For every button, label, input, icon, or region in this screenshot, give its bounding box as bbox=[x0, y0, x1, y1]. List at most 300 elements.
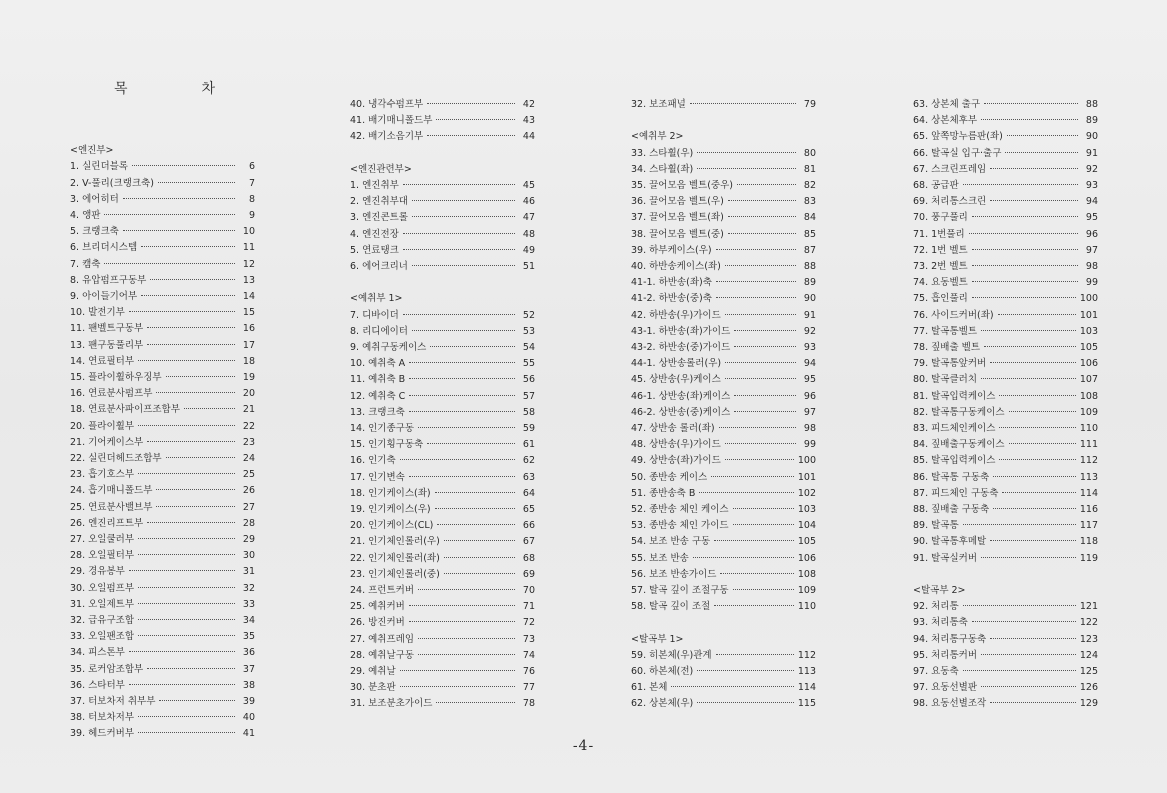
dot-leader bbox=[156, 391, 235, 393]
toc-entry bbox=[913, 487, 1098, 501]
toc-entry bbox=[350, 584, 535, 598]
toc-entry bbox=[350, 341, 535, 355]
toc-entry-label: 19. 인기케이스(우) bbox=[350, 504, 431, 515]
toc-entry-page: 96 bbox=[1085, 228, 1098, 240]
dot-leader bbox=[714, 539, 794, 541]
toc-entry-label: 37. 끌어모음 벨트(좌) bbox=[631, 212, 724, 224]
toc-entry bbox=[913, 195, 1098, 209]
toc-entry-page: 45 bbox=[522, 180, 535, 191]
dot-leader bbox=[999, 458, 1075, 460]
toc-entry bbox=[70, 582, 255, 596]
toc-entry-label: 24. 프런트커버 bbox=[350, 585, 415, 596]
toc-entry-label: 46-1. 상반송(좌)케이스 bbox=[631, 390, 731, 402]
toc-entry-page: 8 bbox=[248, 193, 255, 205]
dot-leader bbox=[138, 424, 235, 426]
toc-entry bbox=[70, 290, 255, 304]
page-title bbox=[114, 78, 215, 98]
toc-entry-page: 33 bbox=[242, 598, 255, 610]
toc-entry-page: 83 bbox=[803, 196, 816, 208]
toc-entry bbox=[631, 568, 816, 582]
toc-entry-label: 29. 경유봉부 bbox=[70, 566, 125, 578]
dot-leader bbox=[969, 232, 1078, 234]
toc-entry bbox=[631, 422, 816, 436]
toc-entry-page: 105 bbox=[797, 536, 816, 548]
dot-leader bbox=[999, 394, 1075, 396]
toc-entry-page: 29 bbox=[242, 534, 255, 545]
toc-entry-label: 18. 인기케이스(좌) bbox=[350, 487, 431, 499]
toc-entry-page: 129 bbox=[1079, 698, 1098, 710]
toc-entry bbox=[631, 195, 816, 209]
toc-entry-page: 63 bbox=[522, 471, 535, 483]
toc-entry bbox=[913, 649, 1098, 663]
toc-entry bbox=[631, 665, 816, 679]
toc-entry-label: 2. 엔진취부대 bbox=[350, 196, 408, 208]
toc-entry-label: 36. 끌어모음 벨트(우) bbox=[631, 196, 724, 208]
toc-entry bbox=[350, 406, 535, 420]
toc-entry-label: 74. 요동벨트 bbox=[913, 277, 968, 289]
toc-entry-label: 63. 상본체 출구 bbox=[913, 99, 981, 110]
toc-entry-label: 76. 사이드커버(좌) bbox=[913, 309, 994, 321]
toc-entry-page: 74 bbox=[522, 649, 535, 661]
toc-entry-label: 93. 처리통축 bbox=[913, 617, 968, 629]
dot-leader bbox=[138, 586, 235, 588]
toc-entry-label: 41-1. 하반송(좌)축 bbox=[631, 277, 712, 289]
toc-entry bbox=[70, 322, 255, 336]
toc-entry bbox=[70, 452, 255, 466]
toc-entry bbox=[913, 276, 1098, 290]
dot-leader bbox=[725, 361, 796, 363]
toc-entry-page: 17 bbox=[242, 339, 255, 351]
toc-entry-page: 42 bbox=[522, 99, 535, 110]
toc-entry bbox=[350, 98, 535, 112]
toc-entry-label: 97. 요동선별판 bbox=[913, 682, 978, 694]
toc-entry-label: 66. 탈곡실 입구·출구 bbox=[913, 147, 1002, 159]
toc-entry-label: 27. 예취프레임 bbox=[350, 633, 415, 645]
toc-entry bbox=[70, 533, 255, 547]
toc-entry-label: 25. 연료분사밸브부 bbox=[70, 501, 153, 513]
toc-entry-page: 49 bbox=[522, 244, 535, 256]
toc-entry-label: 14. 인기종구동 bbox=[350, 423, 415, 434]
toc-entry-page: 108 bbox=[797, 568, 816, 580]
toc-entry bbox=[913, 503, 1098, 517]
toc-entry-label: 48. 상반송(우)가이드 bbox=[631, 439, 721, 451]
toc-entry bbox=[631, 309, 816, 323]
dot-leader bbox=[693, 556, 794, 558]
toc-entry-page: 113 bbox=[797, 666, 816, 677]
toc-entry bbox=[631, 341, 816, 355]
toc-entry-page: 103 bbox=[797, 504, 816, 515]
toc-entry-label: 43-2. 하반송(중)가이드 bbox=[631, 342, 731, 353]
toc-entry bbox=[631, 211, 816, 225]
dot-leader bbox=[984, 345, 1076, 347]
dot-leader bbox=[697, 669, 794, 671]
toc-entry-page: 124 bbox=[1079, 649, 1098, 661]
dot-leader bbox=[436, 118, 515, 120]
dot-leader bbox=[412, 199, 515, 201]
dot-leader bbox=[141, 294, 235, 296]
dot-leader bbox=[981, 685, 1076, 687]
toc-entry-page: 67 bbox=[522, 536, 535, 548]
toc-entry bbox=[631, 697, 816, 711]
toc-entry-label: 55. 보조 반송 bbox=[631, 552, 689, 564]
toc-entry bbox=[913, 616, 1098, 630]
toc-entry-page: 93 bbox=[1085, 180, 1098, 191]
toc-entry bbox=[70, 193, 255, 207]
toc-entry-label: 40. 냉각수펌프부 bbox=[350, 99, 424, 110]
toc-entry-page: 28 bbox=[242, 517, 255, 529]
toc-entry bbox=[70, 484, 255, 498]
toc-entry-page: 106 bbox=[1079, 358, 1098, 370]
dot-leader bbox=[699, 491, 793, 493]
toc-entry bbox=[913, 390, 1098, 404]
toc-entry-page: 62 bbox=[522, 455, 535, 467]
toc-entry-label: 79. 탈곡통앞커버 bbox=[913, 358, 987, 370]
toc-entry-page: 71 bbox=[522, 601, 535, 613]
toc-entry bbox=[913, 454, 1098, 468]
toc-entry-page: 101 bbox=[797, 471, 816, 483]
toc-entry-label: 16. 인기축 bbox=[350, 455, 396, 467]
dot-leader bbox=[147, 667, 235, 669]
toc-entry bbox=[350, 649, 535, 663]
toc-entry bbox=[631, 600, 816, 614]
toc-entry-label: 34. 피스톤부 bbox=[70, 647, 125, 659]
toc-entry-page: 100 bbox=[1079, 293, 1098, 305]
toc-entry-page: 111 bbox=[1079, 439, 1098, 451]
toc-entry-page: 95 bbox=[803, 374, 816, 386]
toc-entry bbox=[350, 503, 535, 517]
dot-leader bbox=[963, 604, 1076, 606]
dot-leader bbox=[733, 507, 794, 509]
toc-entry bbox=[350, 325, 535, 339]
toc-entry-label: 39. 헤드커버부 bbox=[70, 728, 135, 740]
toc-entry bbox=[350, 454, 535, 468]
dot-leader bbox=[697, 701, 794, 703]
dot-leader bbox=[430, 345, 515, 347]
toc-entry bbox=[70, 565, 255, 579]
toc-entry bbox=[350, 114, 535, 128]
dot-leader bbox=[147, 343, 235, 345]
toc-entry-page: 99 bbox=[1085, 277, 1098, 289]
toc-entry-label: 81. 탈곡입력케이스 bbox=[913, 390, 996, 402]
toc-entry-page: 73 bbox=[522, 633, 535, 645]
toc-entry bbox=[350, 390, 535, 404]
toc-entry bbox=[70, 614, 255, 628]
toc-entry bbox=[70, 420, 255, 434]
toc-entry-page: 90 bbox=[803, 293, 816, 305]
toc-entry bbox=[70, 160, 255, 174]
dot-leader bbox=[129, 650, 235, 652]
dot-leader bbox=[129, 310, 235, 312]
toc-entry-page: 65 bbox=[522, 504, 535, 515]
toc-entry-page: 84 bbox=[803, 212, 816, 224]
dot-leader bbox=[993, 507, 1076, 509]
toc-entry bbox=[631, 292, 816, 306]
dot-leader bbox=[418, 637, 515, 639]
toc-entry-label: 34. 스타휠(좌) bbox=[631, 163, 694, 175]
toc-entry bbox=[631, 373, 816, 387]
toc-entry-page: 6 bbox=[248, 161, 255, 173]
dot-leader bbox=[711, 475, 794, 477]
toc-entry-page: 107 bbox=[1079, 374, 1098, 386]
dot-leader bbox=[697, 167, 796, 169]
toc-entry-page: 99 bbox=[803, 439, 816, 451]
toc-entry-label: 6. 브리더시스템 bbox=[70, 242, 138, 254]
toc-entry bbox=[70, 695, 255, 709]
toc-entry bbox=[70, 549, 255, 563]
dot-leader bbox=[409, 475, 515, 477]
toc-entry-page: 113 bbox=[1079, 471, 1098, 483]
toc-entry bbox=[631, 163, 816, 177]
toc-entry bbox=[350, 244, 535, 258]
toc-entry bbox=[350, 568, 535, 582]
toc-entry-page: 119 bbox=[1079, 552, 1098, 564]
toc-entry-label: 4. 엔진전장 bbox=[350, 228, 399, 240]
toc-entry-label: 62. 상본체(우) bbox=[631, 698, 694, 710]
toc-entry-page: 48 bbox=[522, 228, 535, 240]
toc-entry-label: 91. 탈곡실커버 bbox=[913, 552, 978, 564]
toc-entry-label: 12. 예취축 C bbox=[350, 390, 406, 402]
toc-entry bbox=[631, 519, 816, 533]
dot-leader bbox=[138, 618, 235, 620]
toc-entry bbox=[913, 552, 1098, 566]
dot-leader bbox=[981, 556, 1076, 558]
toc-entry-label: 61. 본체 bbox=[631, 682, 668, 694]
section-heading: <탈곡부 1> bbox=[631, 633, 684, 645]
dot-leader bbox=[427, 134, 515, 136]
toc-entry-label: 58. 탈곡 깊이 조절 bbox=[631, 601, 711, 613]
toc-entry bbox=[70, 468, 255, 482]
toc-entry bbox=[913, 519, 1098, 533]
toc-entry-page: 51 bbox=[522, 261, 535, 272]
toc-entry bbox=[631, 406, 816, 420]
toc-entry-page: 98 bbox=[1085, 261, 1098, 272]
dot-leader bbox=[972, 280, 1078, 282]
toc-entry bbox=[631, 276, 816, 290]
toc-entry-label: 88. 짚배출 구동축 bbox=[913, 504, 990, 515]
dot-leader bbox=[972, 264, 1078, 266]
dot-leader bbox=[409, 361, 515, 363]
toc-entry-label: 32. 급유구조합 bbox=[70, 615, 135, 626]
toc-entry-label: 30. 오일펌프부 bbox=[70, 582, 135, 594]
dot-leader bbox=[981, 377, 1076, 379]
dot-leader bbox=[972, 620, 1076, 622]
toc-entry-page: 94 bbox=[803, 358, 816, 370]
toc-entry-page: 43 bbox=[522, 115, 535, 127]
dot-leader bbox=[993, 475, 1076, 477]
toc-entry-page: 23 bbox=[242, 436, 255, 448]
dot-leader bbox=[716, 280, 796, 282]
toc-entry-page: 27 bbox=[242, 501, 255, 513]
toc-entry-page: 69 bbox=[522, 568, 535, 580]
toc-entry-label: 36. 스타터부 bbox=[70, 679, 125, 691]
toc-entry bbox=[913, 406, 1098, 420]
toc-entry-page: 34 bbox=[242, 615, 255, 626]
toc-entry bbox=[913, 681, 1098, 695]
toc-entry-label: 45. 상반송(우)케이스 bbox=[631, 374, 721, 386]
toc-entry bbox=[631, 552, 816, 566]
toc-entry-page: 16 bbox=[242, 323, 255, 335]
toc-entry bbox=[70, 209, 255, 223]
toc-entry-label: 50. 종반송 케이스 bbox=[631, 471, 708, 483]
toc-entry-label: 5. 연료탱크 bbox=[350, 244, 399, 256]
toc-entry-page: 46 bbox=[522, 196, 535, 208]
dot-leader bbox=[138, 602, 235, 604]
toc-entry-page: 118 bbox=[1079, 536, 1098, 548]
dot-leader bbox=[138, 731, 235, 733]
toc-entry-page: 20 bbox=[242, 388, 255, 400]
toc-entry bbox=[913, 471, 1098, 485]
toc-entry-label: 5. 크랭크축 bbox=[70, 226, 119, 238]
dot-leader bbox=[725, 313, 796, 315]
toc-entry-page: 58 bbox=[522, 406, 535, 418]
toc-entry-label: 4. 앵판 bbox=[70, 210, 101, 221]
dot-leader bbox=[671, 685, 793, 687]
toc-entry bbox=[70, 403, 255, 417]
toc-entry-page: 125 bbox=[1079, 666, 1098, 677]
dot-leader bbox=[716, 296, 796, 298]
toc-entry-label: 10. 예취축 A bbox=[350, 358, 406, 370]
toc-entry bbox=[350, 487, 535, 501]
toc-entry bbox=[913, 244, 1098, 258]
toc-entry bbox=[70, 501, 255, 515]
dot-leader bbox=[138, 472, 235, 474]
dot-leader bbox=[427, 442, 515, 444]
page-number: -4- bbox=[572, 738, 595, 754]
dot-leader bbox=[138, 715, 235, 717]
dot-leader bbox=[409, 394, 515, 396]
toc-entry-label: 27. 오일쿨러부 bbox=[70, 534, 135, 545]
toc-entry-page: 24 bbox=[242, 453, 255, 464]
dot-leader bbox=[412, 329, 515, 331]
toc-entry-page: 114 bbox=[1079, 487, 1098, 499]
toc-entry-label: 28. 오일필터부 bbox=[70, 550, 135, 562]
dot-leader bbox=[138, 634, 235, 636]
toc-entry bbox=[350, 616, 535, 630]
toc-entry-page: 94 bbox=[1085, 196, 1098, 208]
toc-entry bbox=[913, 163, 1098, 177]
toc-entry bbox=[350, 211, 535, 225]
dot-leader bbox=[403, 183, 515, 185]
toc-entry-label: 8. 유압펌프구동부 bbox=[70, 274, 147, 286]
toc-entry-label: 3. 에어히터 bbox=[70, 193, 119, 205]
dot-leader bbox=[972, 296, 1076, 298]
toc-entry-page: 112 bbox=[1079, 455, 1098, 467]
title-char-2: 차 bbox=[201, 81, 216, 97]
dot-leader bbox=[999, 426, 1075, 428]
dot-leader bbox=[963, 183, 1078, 185]
toc-entry bbox=[70, 274, 255, 288]
dot-leader bbox=[129, 683, 235, 685]
toc-entry bbox=[70, 306, 255, 320]
dot-leader bbox=[409, 620, 515, 622]
dot-leader bbox=[138, 359, 235, 361]
dot-leader bbox=[129, 569, 235, 571]
toc-entry bbox=[350, 600, 535, 614]
toc-entry bbox=[913, 665, 1098, 679]
toc-entry-label: 26. 엔진리프트부 bbox=[70, 517, 144, 529]
toc-entry bbox=[631, 584, 816, 598]
toc-entry bbox=[70, 387, 255, 401]
toc-entry bbox=[631, 454, 816, 468]
toc-entry-page: 15 bbox=[242, 307, 255, 319]
toc-entry bbox=[350, 422, 535, 436]
toc-entry-page: 116 bbox=[1079, 504, 1098, 515]
toc-entry-label: 67. 스크린프레임 bbox=[913, 163, 987, 175]
toc-entry bbox=[631, 179, 816, 193]
toc-entry bbox=[631, 244, 816, 258]
dot-leader bbox=[123, 197, 235, 199]
toc-entry-label: 75. 흡인풀리 bbox=[913, 293, 968, 305]
toc-entry-label: 40. 하반송케이스(좌) bbox=[631, 261, 721, 272]
toc-entry-page: 112 bbox=[797, 649, 816, 661]
dot-leader bbox=[716, 248, 796, 250]
toc-entry-label: 23. 흡기호스부 bbox=[70, 469, 135, 481]
toc-entry-page: 105 bbox=[1079, 342, 1098, 353]
toc-entry-label: 3. 엔진콘트롤 bbox=[350, 212, 408, 224]
dot-leader bbox=[733, 523, 794, 525]
toc-entry-page: 79 bbox=[803, 99, 816, 110]
toc-entry-label: 32. 보조패널 bbox=[631, 99, 686, 110]
toc-entry bbox=[913, 114, 1098, 128]
toc-entry bbox=[631, 357, 816, 371]
toc-entry-page: 101 bbox=[1079, 309, 1098, 321]
dot-leader bbox=[184, 407, 235, 409]
toc-entry-label: 35. 로커암조합부 bbox=[70, 663, 144, 675]
toc-entry-label: 51. 종반송축 B bbox=[631, 487, 696, 499]
toc-entry-page: 21 bbox=[242, 404, 255, 416]
toc-entry-page: 95 bbox=[1085, 212, 1098, 224]
toc-entry-page: 31 bbox=[242, 566, 255, 578]
toc-entry-label: 17. 인기변속 bbox=[350, 471, 405, 483]
toc-entry bbox=[70, 436, 255, 450]
toc-entry bbox=[913, 98, 1098, 112]
toc-entry-page: 89 bbox=[1085, 115, 1098, 127]
dot-leader bbox=[728, 215, 796, 217]
toc-entry bbox=[350, 681, 535, 695]
toc-entry-page: 38 bbox=[242, 679, 255, 691]
toc-entry bbox=[350, 519, 535, 533]
toc-entry-label: 60. 하본체(전) bbox=[631, 666, 694, 677]
toc-entry-label: 52. 종반송 체인 케이스 bbox=[631, 504, 729, 515]
dot-leader bbox=[734, 410, 796, 412]
toc-entry bbox=[70, 663, 255, 677]
toc-entry-page: 97 bbox=[803, 406, 816, 418]
toc-entry bbox=[70, 258, 255, 272]
dot-leader bbox=[138, 553, 235, 555]
toc-entry-label: 24. 흡기매니폴드부 bbox=[70, 485, 153, 497]
toc-entry-page: 56 bbox=[522, 374, 535, 386]
toc-entry-page: 26 bbox=[242, 485, 255, 497]
toc-entry-page: 59 bbox=[522, 423, 535, 434]
toc-entry bbox=[350, 697, 535, 711]
dot-leader bbox=[147, 326, 235, 328]
toc-entry-label: 9. 예취구동케이스 bbox=[350, 342, 427, 353]
dot-leader bbox=[725, 458, 794, 460]
toc-entry-page: 70 bbox=[522, 585, 535, 596]
toc-entry-label: 47. 상반송 롤러(좌) bbox=[631, 423, 715, 434]
dot-leader bbox=[728, 199, 796, 201]
toc-entry bbox=[350, 179, 535, 193]
toc-entry bbox=[913, 600, 1098, 614]
dot-leader bbox=[400, 685, 515, 687]
toc-entry-page: 82 bbox=[803, 180, 816, 191]
toc-entry bbox=[350, 633, 535, 647]
toc-entry-page: 14 bbox=[242, 291, 255, 302]
dot-leader bbox=[444, 556, 515, 558]
toc-entry bbox=[631, 487, 816, 501]
toc-entry-label: 70. 풍구풀리 bbox=[913, 212, 968, 224]
toc-entry-page: 85 bbox=[803, 228, 816, 240]
